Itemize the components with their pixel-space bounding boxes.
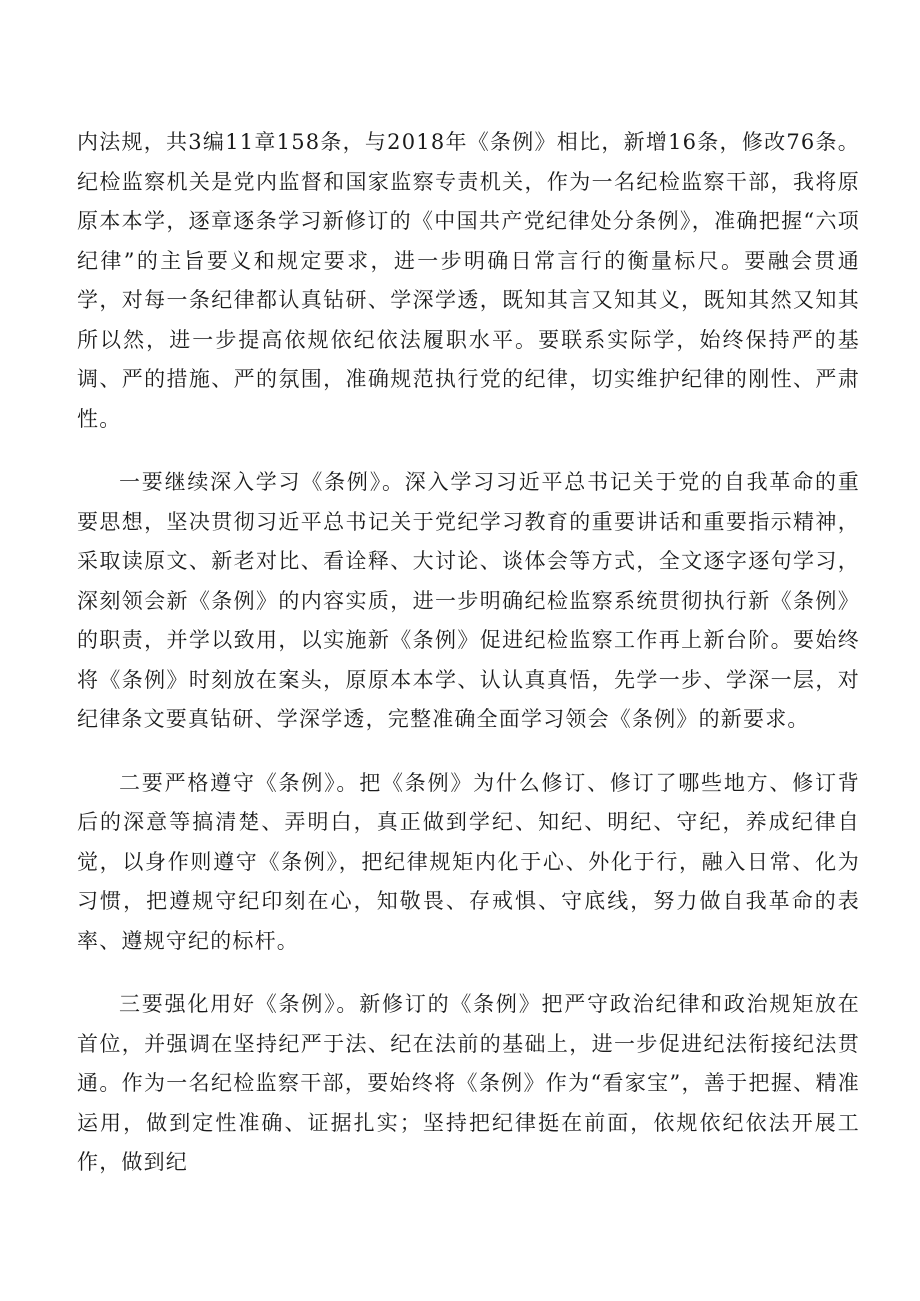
paragraph-intro: 内法规，共3编11章158条，与2018年《条例》相比，新增16条，修改76条。纪检监察机关是党内监督和国家监察专责机关，作为一名纪检监察干部，我将原原本本学，逐章逐条学习新修订的《中国共产党纪律处分条例》，准确把握“六项纪律”的主旨要义和规定要求，进一步明确日常言行的衡量标尺。要融会贯通学，对每一条纪律都认真钻研、学深学透，既知其言又知其义，既知其然又知其所以然，进一步提高依规依纪依法履职水平。要联系实际学，始终保持严的基调、严的措施、严的氛围，准确规范执行党的纪律，切实维护纪律的刚性、严肃性。 <box>77 130 860 431</box>
paragraph-make-good-use: 三要强化用好《条例》。新修订的《条例》把严守政治纪律和政治规矩放在首位，并强调在坚持纪严于法、纪在法前的基础上，进一步促进纪法衔接纪法贯通。作为一名纪检监察干部，要始终将《条例》作为“看家宝”，善于把握、精准运用，做到定性准确、证据扎实；坚持把纪律挺在前面，依规依纪依法开展工作，做到纪 <box>77 992 860 1174</box>
paragraph-strictly-observe: 二要严格遵守《条例》。把《条例》为什么修订、修订了哪些地方、修订背后的深意等搞清楚、弄明白，真正做到学纪、知纪、明纪、守纪，养成纪律自觉，以身作则遵守《条例》，把纪律规矩内化于心、外化于行，融入日常、化为习惯，把遵规守纪印刻在心，知敬畏、存戒惧、守底线，努力做自我革命的表率、遵规守纪的标杆。 <box>77 770 860 953</box>
paragraph-continue-study: 一要继续深入学习《条例》。深入学习习近平总书记关于党的自我革命的重要思想，坚决贯彻习近平总书记关于党纪学习教育的重要讲话和重要指示精神，采取读原文、新老对比、看诠释、大讨论、谈体会等方式，全文逐字逐句学习，深刻领会新《条例》的内容实质，进一步明确纪检监察系统贯彻执行新《条例》的职责，并学以致用，以实施新《条例》促进纪检监察工作再上新台阶。要始终将《条例》时刻放在案头，原原本本学、认认真真悟，先学一步、学深一层，对纪律条文要真钻研、学深学透，完整准确全面学习领会《条例》的新要求。 <box>77 470 860 731</box>
